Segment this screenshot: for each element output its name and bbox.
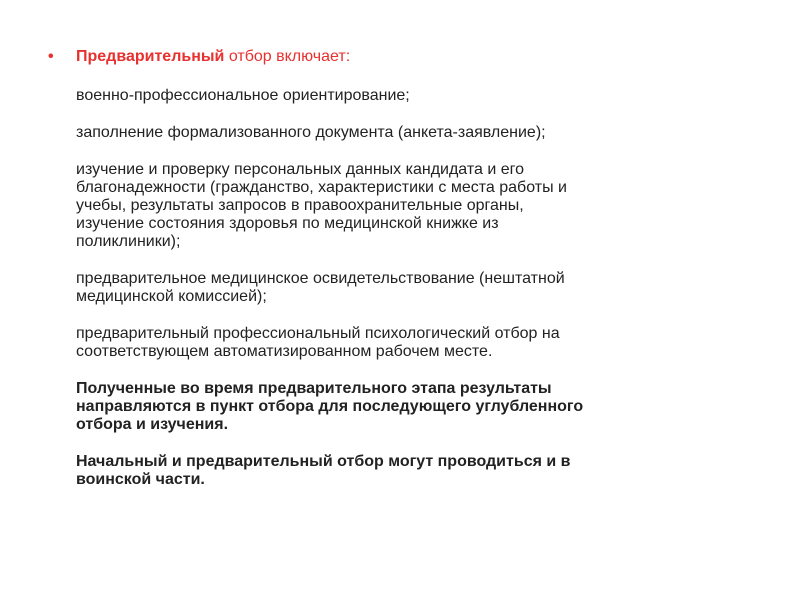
paragraph-military-unit: Начальный и предварительный отбор могут проводиться и в воинской части. — [76, 453, 571, 488]
bullet-icon: • — [48, 48, 54, 65]
bullet-heading — [48, 47, 748, 67]
heading-rest: отбор включает: — [228, 48, 351, 65]
paragraph-results: Полученные во время предварительного этапа результаты направляются в пункт отбора для последующего углубленного отбора и изучения. — [76, 380, 584, 433]
paragraph-medical-exam: предварительное медицинское освидетельствование (нештатной медицинской комиссией); — [76, 270, 565, 305]
paragraph-personal-data: изучение и проверку персональных данных кандидата и его благонадежности (гражданство, характеристики с места работы и учебы, результаты запросов в правоохранительные органы, изучение состояния здоровья по медицинской книжке из поликлиники); — [76, 161, 567, 250]
paragraph-orientation: военно-профессиональное ориентирование; — [76, 87, 410, 104]
paragraph-questionnaire: заполнение формализованного документа (анкета-заявление); — [76, 124, 546, 141]
content-body — [76, 87, 726, 508]
heading-keyword: Предварительный — [76, 48, 225, 65]
paragraph-psychological-selection: предварительный профессиональный психологический отбор на соответствующем автоматизированном рабочем месте. — [76, 325, 560, 360]
